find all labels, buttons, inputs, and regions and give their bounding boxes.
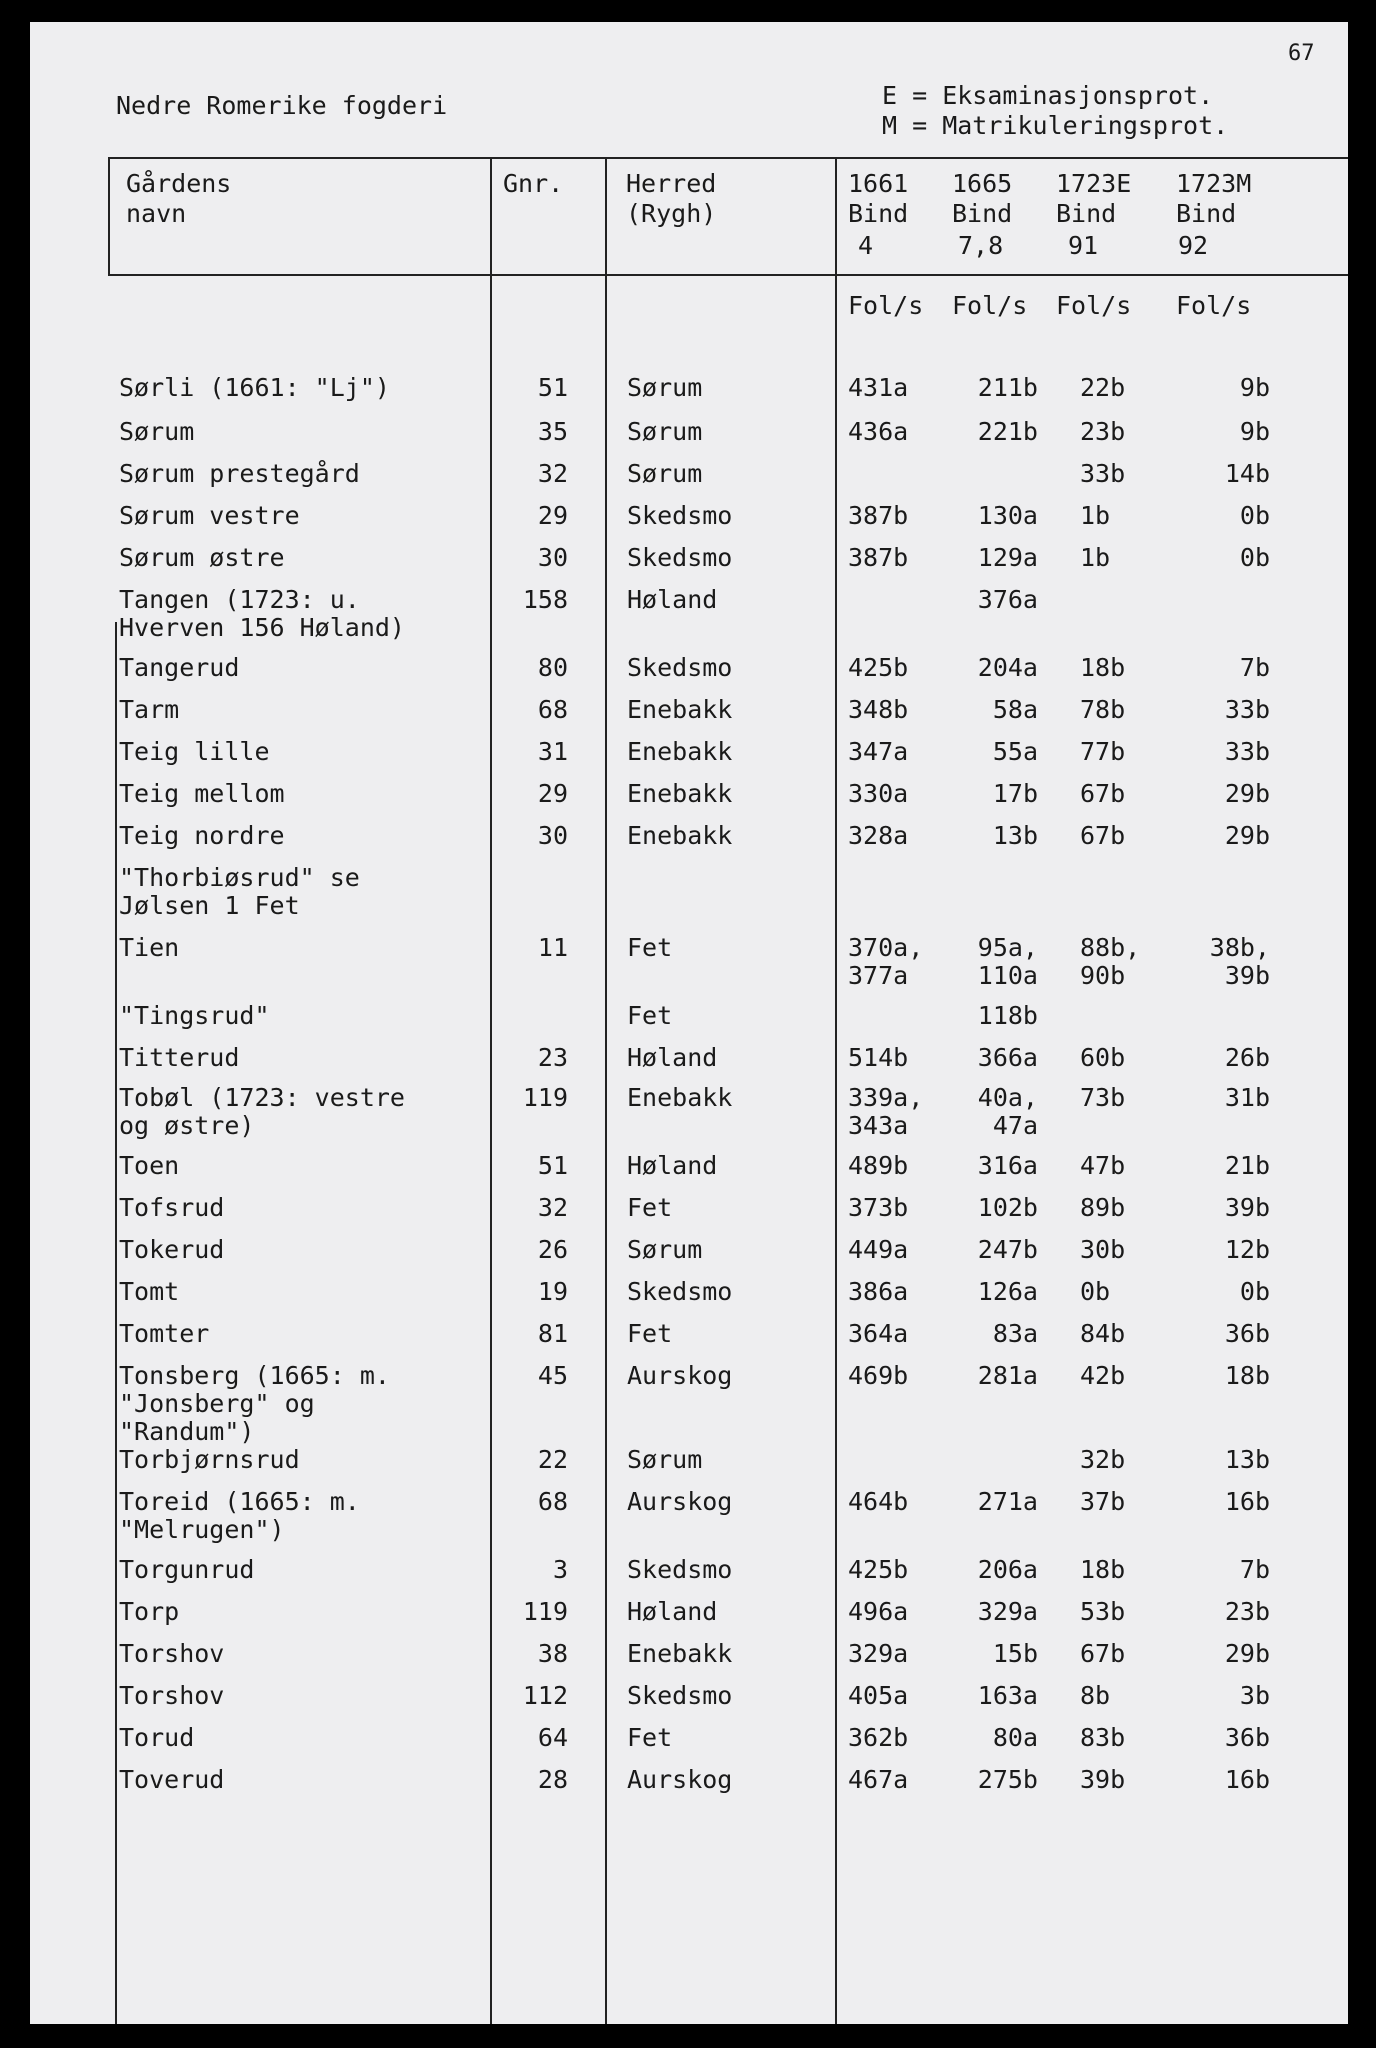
fol-1665: 206a xyxy=(977,1555,1038,1584)
fol-1661: 436a xyxy=(848,417,909,446)
fol-1665: 366a xyxy=(977,1043,1038,1072)
fol-1723m: 36b xyxy=(1224,1319,1270,1348)
header-1665-volume: 7,8 xyxy=(958,231,1004,260)
header-left-rule xyxy=(108,157,110,276)
herred-value: Enebakk xyxy=(627,695,733,724)
gnr-value: 3 xyxy=(552,1555,568,1584)
gnr-value: 29 xyxy=(537,501,568,530)
farm-name: "Jonsberg" og xyxy=(119,1389,315,1418)
header-1723m-volume: 92 xyxy=(1178,231,1209,260)
farm-name: Toverud xyxy=(119,1765,225,1794)
fol-1723m: 39b xyxy=(1224,961,1270,990)
fol-1723m: 7b xyxy=(1239,653,1270,682)
fol-1665: 102b xyxy=(977,1193,1038,1222)
gnr-value: 30 xyxy=(537,821,568,850)
fol-1665: 126a xyxy=(977,1277,1038,1306)
herred-value: Skedsmo xyxy=(627,543,733,572)
fol-1723e: 47b xyxy=(1080,1151,1126,1180)
herred-value: Fet xyxy=(627,1723,673,1752)
farm-name: Teig lille xyxy=(119,737,270,766)
header-1665-bind: Bind xyxy=(952,199,1013,228)
fol-1723e: 1b xyxy=(1080,501,1111,530)
fol-1661: 469b xyxy=(848,1361,909,1390)
header-farm-name-2: navn xyxy=(126,199,187,228)
fol-1723m: 3b xyxy=(1239,1681,1270,1710)
fol-1723e: 67b xyxy=(1080,1639,1126,1668)
district-title: Nedre Romerike fogderi xyxy=(116,91,448,120)
fol-1661: 387b xyxy=(848,501,909,530)
fol-1723e: 39b xyxy=(1080,1765,1126,1794)
fol-1665: 271a xyxy=(977,1487,1038,1516)
header-gnr: Gnr. xyxy=(503,169,564,198)
herred-value: Fet xyxy=(627,933,673,962)
fol-1665: 221b xyxy=(977,417,1038,446)
header-farm-name-1: Gårdens xyxy=(126,169,232,198)
herred-value: Aurskog xyxy=(627,1361,733,1390)
fol-1665: 47a xyxy=(992,1111,1038,1140)
gnr-value: 158 xyxy=(522,585,568,614)
fol-1723m: 0b xyxy=(1239,543,1270,572)
fols-1661: Fol/s xyxy=(848,291,924,320)
farm-name: Sørum xyxy=(119,417,195,446)
gnr-value: 23 xyxy=(537,1043,568,1072)
gnr-value: 30 xyxy=(537,543,568,572)
fol-1661: 489b xyxy=(848,1151,909,1180)
gnr-value: 31 xyxy=(537,737,568,766)
fol-1723e: 89b xyxy=(1080,1193,1126,1222)
fol-1661: 405a xyxy=(848,1681,909,1710)
herred-value: Sørum xyxy=(627,1235,703,1264)
header-1723m-year: 1723M xyxy=(1176,169,1252,198)
fol-1723e: 18b xyxy=(1080,653,1126,682)
fol-1661: 328a xyxy=(848,821,909,850)
fols-1665: Fol/s xyxy=(952,291,1028,320)
fol-1665: 329a xyxy=(977,1597,1038,1626)
herred-value: Høland xyxy=(627,1043,718,1072)
gnr-value: 29 xyxy=(537,779,568,808)
fol-1723e: 23b xyxy=(1080,417,1126,446)
fol-1661: 496a xyxy=(848,1597,909,1626)
herred-value: Høland xyxy=(627,585,718,614)
fol-1661: 370a, xyxy=(848,933,924,962)
herred-value: Fet xyxy=(627,1001,673,1030)
fol-1665: 281a xyxy=(977,1361,1038,1390)
fol-1723e: 67b xyxy=(1080,779,1126,808)
herred-value: Skedsmo xyxy=(627,501,733,530)
gnr-value: 64 xyxy=(537,1723,568,1752)
fol-1665: 55a xyxy=(992,737,1038,766)
fol-1723e: 77b xyxy=(1080,737,1126,766)
farm-name: Tomter xyxy=(119,1319,210,1348)
fol-1665: 15b xyxy=(992,1639,1038,1668)
fol-1723e: 37b xyxy=(1080,1487,1126,1516)
header-1661-volume: 4 xyxy=(858,231,874,260)
fol-1723m: 13b xyxy=(1224,1445,1270,1474)
fol-1723m: 9b xyxy=(1239,417,1270,446)
gnr-value: 45 xyxy=(537,1361,568,1390)
gnr-value: 26 xyxy=(537,1235,568,1264)
gnr-value: 32 xyxy=(537,1193,568,1222)
fol-1661: 377a xyxy=(848,961,909,990)
fol-1665: 130a xyxy=(977,501,1038,530)
fol-1723m: 29b xyxy=(1224,821,1270,850)
farm-name: Sørli (1661: "Lj") xyxy=(119,373,390,402)
farm-name: "Randum") xyxy=(119,1417,255,1446)
farm-name: Tobøl (1723: vestre xyxy=(119,1083,405,1112)
farm-name: Teig nordre xyxy=(119,821,285,850)
farm-name: "Melrugen") xyxy=(119,1515,285,1544)
herred-value: Fet xyxy=(627,1193,673,1222)
herred-value: Skedsmo xyxy=(627,653,733,682)
header-1661-year: 1661 xyxy=(848,169,909,198)
fol-1665: 95a, xyxy=(977,933,1038,962)
fol-1723m: 21b xyxy=(1224,1151,1270,1180)
gnr-value: 112 xyxy=(522,1681,568,1710)
herred-value: Enebakk xyxy=(627,737,733,766)
fol-1723e: 78b xyxy=(1080,695,1126,724)
gnr-value: 11 xyxy=(537,933,568,962)
gnr-value: 51 xyxy=(537,373,568,402)
herred-value: Enebakk xyxy=(627,821,733,850)
gnr-value: 68 xyxy=(537,695,568,724)
fol-1661: 343a xyxy=(848,1111,909,1140)
fol-1665: 58a xyxy=(992,695,1038,724)
farm-name: Titterud xyxy=(119,1043,240,1072)
herred-value: Sørum xyxy=(627,417,703,446)
herred-value: Sørum xyxy=(627,459,703,488)
farm-name: Sørum østre xyxy=(119,543,285,572)
gnr-value: 38 xyxy=(537,1639,568,1668)
fol-1665: 376a xyxy=(977,585,1038,614)
farm-name: Torp xyxy=(119,1597,180,1626)
fol-1661: 362b xyxy=(848,1723,909,1752)
herred-value: Enebakk xyxy=(627,1083,733,1112)
table-left-rule xyxy=(115,622,117,2024)
fol-1661: 425b xyxy=(848,653,909,682)
fol-1661: 330a xyxy=(848,779,909,808)
fol-1723m: 16b xyxy=(1224,1765,1270,1794)
fol-1661: 348b xyxy=(848,695,909,724)
herred-value: Høland xyxy=(627,1151,718,1180)
herred-value: Skedsmo xyxy=(627,1277,733,1306)
herred-value: Sørum xyxy=(627,373,703,402)
fol-1661: 449a xyxy=(848,1235,909,1264)
header-herred-2: (Rygh) xyxy=(626,199,717,228)
farm-name: Tofsrud xyxy=(119,1193,225,1222)
fol-1665: 129a xyxy=(977,543,1038,572)
fol-1723m: 29b xyxy=(1224,779,1270,808)
farm-name: Jølsen 1 Fet xyxy=(119,891,300,920)
fol-1723m: 38b, xyxy=(1209,933,1270,962)
herred-value: Fet xyxy=(627,1319,673,1348)
farm-name: Torshov xyxy=(119,1681,225,1710)
fol-1661: 464b xyxy=(848,1487,909,1516)
fol-1723m: 16b xyxy=(1224,1487,1270,1516)
header-1723m-bind: Bind xyxy=(1176,199,1237,228)
herred-value: Aurskog xyxy=(627,1487,733,1516)
farm-name: Sørum vestre xyxy=(119,501,300,530)
fol-1723m: 18b xyxy=(1224,1361,1270,1390)
fol-1661: 386a xyxy=(848,1277,909,1306)
fol-1661: 431a xyxy=(848,373,909,402)
fol-1723m: 0b xyxy=(1239,501,1270,530)
farm-name: og østre) xyxy=(119,1111,255,1140)
farm-name: Tangen (1723: u. xyxy=(119,585,360,614)
fol-1723e: 90b xyxy=(1080,961,1126,990)
farm-name: Tomt xyxy=(119,1277,180,1306)
legend-line-m: M = Matrikuleringsprot. xyxy=(882,111,1229,140)
fol-1723e: 32b xyxy=(1080,1445,1126,1474)
fol-1723e: 30b xyxy=(1080,1235,1126,1264)
fol-1723e: 88b, xyxy=(1080,933,1141,962)
fol-1723m: 12b xyxy=(1224,1235,1270,1264)
fol-1665: 83a xyxy=(992,1319,1038,1348)
gnr-value: 80 xyxy=(537,653,568,682)
header-1723e-year: 1723E xyxy=(1056,169,1132,198)
farm-name: Toreid (1665: m. xyxy=(119,1487,360,1516)
header-1665-year: 1665 xyxy=(952,169,1013,198)
gnr-value: 28 xyxy=(537,1765,568,1794)
fol-1665: 247b xyxy=(977,1235,1038,1264)
header-bottom-rule xyxy=(108,274,1348,276)
fol-1723m: 26b xyxy=(1224,1043,1270,1072)
table-top-rule xyxy=(108,157,1348,159)
rule-protocols xyxy=(835,157,837,2024)
farm-name: "Tingsrud" xyxy=(119,1001,270,1030)
header-1723e-volume: 91 xyxy=(1068,231,1099,260)
page-number: 67 xyxy=(1288,41,1315,66)
fol-1723e: 42b xyxy=(1080,1361,1126,1390)
fol-1665: 316a xyxy=(977,1151,1038,1180)
farm-name: Hverven 156 Høland) xyxy=(119,613,405,642)
fol-1661: 329a xyxy=(848,1639,909,1668)
fol-1665: 275b xyxy=(977,1765,1038,1794)
fol-1723m: 9b xyxy=(1239,373,1270,402)
fol-1723e: 18b xyxy=(1080,1555,1126,1584)
herred-value: Enebakk xyxy=(627,1639,733,1668)
fol-1723e: 60b xyxy=(1080,1043,1126,1072)
fol-1723m: 39b xyxy=(1224,1193,1270,1222)
fol-1723m: 14b xyxy=(1224,459,1270,488)
farm-name: Teig mellom xyxy=(119,779,285,808)
farm-name: Tokerud xyxy=(119,1235,225,1264)
gnr-value: 22 xyxy=(537,1445,568,1474)
fol-1723e: 33b xyxy=(1080,459,1126,488)
fol-1723e: 84b xyxy=(1080,1319,1126,1348)
gnr-value: 119 xyxy=(522,1083,568,1112)
fol-1665: 80a xyxy=(992,1723,1038,1752)
rule-herred xyxy=(605,157,607,2024)
fol-1661: 467a xyxy=(848,1765,909,1794)
fol-1723m: 0b xyxy=(1239,1277,1270,1306)
fol-1723m: 29b xyxy=(1224,1639,1270,1668)
fol-1661: 425b xyxy=(848,1555,909,1584)
fol-1723e: 0b xyxy=(1080,1277,1111,1306)
fol-1665: 211b xyxy=(977,373,1038,402)
gnr-value: 32 xyxy=(537,459,568,488)
herred-value: Enebakk xyxy=(627,779,733,808)
herred-value: Høland xyxy=(627,1597,718,1626)
header-herred-1: Herred xyxy=(626,169,717,198)
farm-name: Toen xyxy=(119,1151,180,1180)
fol-1665: 163a xyxy=(977,1681,1038,1710)
fol-1723m: 33b xyxy=(1224,737,1270,766)
header-1723e-bind: Bind xyxy=(1056,199,1117,228)
fol-1665: 118b xyxy=(977,1001,1038,1030)
fol-1723e: 67b xyxy=(1080,821,1126,850)
fol-1661: 514b xyxy=(848,1043,909,1072)
gnr-value: 51 xyxy=(537,1151,568,1180)
fol-1665: 17b xyxy=(992,779,1038,808)
farm-name: Sørum prestegård xyxy=(119,459,360,488)
farm-name: "Thorbiøsrud" se xyxy=(119,863,360,892)
farm-name: Torbjørnsrud xyxy=(119,1445,300,1474)
fols-1723e: Fol/s xyxy=(1056,291,1132,320)
fol-1723e: 22b xyxy=(1080,373,1126,402)
fol-1723m: 31b xyxy=(1224,1083,1270,1112)
fol-1665: 110a xyxy=(977,961,1038,990)
fol-1661: 347a xyxy=(848,737,909,766)
gnr-value: 19 xyxy=(537,1277,568,1306)
header-1661-bind: Bind xyxy=(848,199,909,228)
farm-name: Tangerud xyxy=(119,653,240,682)
gnr-value: 68 xyxy=(537,1487,568,1516)
herred-value: Sørum xyxy=(627,1445,703,1474)
herred-value: Skedsmo xyxy=(627,1681,733,1710)
fol-1665: 13b xyxy=(992,821,1038,850)
farm-name: Tarm xyxy=(119,695,180,724)
fol-1665: 40a, xyxy=(977,1083,1038,1112)
document-page xyxy=(30,22,1348,2024)
legend-line-e: E = Eksaminasjonsprot. xyxy=(882,81,1214,110)
fol-1665: 204a xyxy=(977,653,1038,682)
fol-1723e: 53b xyxy=(1080,1597,1126,1626)
gnr-value: 35 xyxy=(537,417,568,446)
fol-1723e: 73b xyxy=(1080,1083,1126,1112)
fol-1723e: 83b xyxy=(1080,1723,1126,1752)
rule-gnr xyxy=(490,157,492,2024)
fols-1723m: Fol/s xyxy=(1176,291,1252,320)
farm-name: Torud xyxy=(119,1723,195,1752)
farm-name: Tonsberg (1665: m. xyxy=(119,1361,390,1390)
farm-name: Torshov xyxy=(119,1639,225,1668)
herred-value: Skedsmo xyxy=(627,1555,733,1584)
fol-1661: 339a, xyxy=(848,1083,924,1112)
fol-1723m: 23b xyxy=(1224,1597,1270,1626)
farm-name: Torgunrud xyxy=(119,1555,255,1584)
herred-value: Aurskog xyxy=(627,1765,733,1794)
gnr-value: 81 xyxy=(537,1319,568,1348)
fol-1661: 364a xyxy=(848,1319,909,1348)
fol-1723e: 8b xyxy=(1080,1681,1111,1710)
gnr-value: 119 xyxy=(522,1597,568,1626)
farm-name: Tien xyxy=(119,933,180,962)
fol-1723m: 33b xyxy=(1224,695,1270,724)
fol-1661: 387b xyxy=(848,543,909,572)
fol-1723m: 7b xyxy=(1239,1555,1270,1584)
fol-1723e: 1b xyxy=(1080,543,1111,572)
fol-1661: 373b xyxy=(848,1193,909,1222)
fol-1723m: 36b xyxy=(1224,1723,1270,1752)
